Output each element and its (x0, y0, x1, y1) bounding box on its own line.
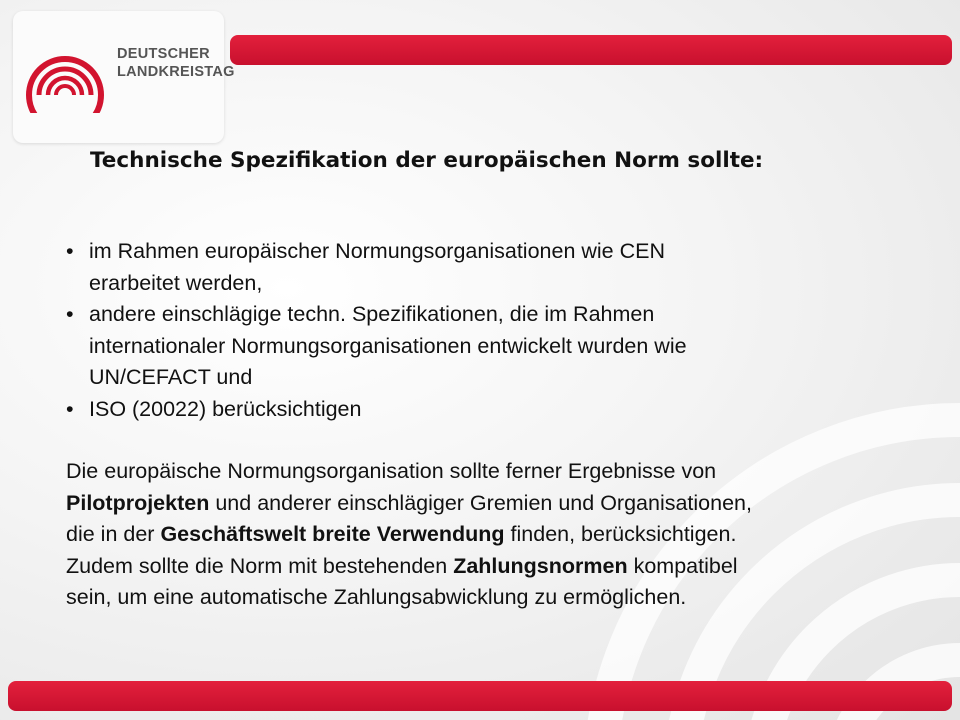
body-paragraph (66, 456, 946, 614)
bottom-accent-bar (8, 681, 952, 711)
bold-term: Zahlungsnormen (453, 553, 628, 578)
bullet-list (66, 236, 889, 425)
paragraph-line (66, 582, 946, 614)
paragraph-line (66, 456, 946, 488)
bullet-text-line: im Rahmen europäischer Normungsorganisationen wie CEN (89, 239, 665, 263)
paragraph-line (66, 551, 946, 583)
bullet-text-line: UN/CEFACT und (89, 365, 253, 389)
bullet-item (66, 394, 889, 426)
arcs-logo-icon (25, 33, 105, 113)
bold-term: Geschäftswelt breite Verwendung (160, 522, 505, 546)
paragraph-text: und anderer einschlägiger Gremien und Organisationen, (215, 490, 752, 515)
bullet-item (66, 236, 889, 299)
bullet-dot: • (66, 302, 74, 326)
bullet-text-line: erarbeitet werden, (89, 270, 263, 295)
paragraph-line (66, 488, 946, 520)
bullet-text-line: ISO (20022) berücksichtigen (89, 396, 362, 421)
bold-term: Pilotprojekten (66, 490, 210, 515)
bullet-dot: • (66, 396, 74, 421)
paragraph-text: finden, berücksichtigen. (510, 522, 737, 546)
bullet-item (66, 299, 889, 394)
logo[interactable] (13, 11, 235, 143)
paragraph-text: die in der (66, 522, 155, 546)
paragraph-text: kompatibel (633, 553, 738, 578)
bullet-dot: • (66, 239, 74, 263)
paragraph-text: Die europäische Normungsorganisation sollte ferner Ergebnisse von (66, 459, 717, 483)
slide-title: Technische Spezifikation der europäischen Norm sollte: (90, 148, 764, 173)
logo-text (117, 45, 235, 81)
logo-line-2: LANDKREISTAG (117, 64, 235, 80)
paragraph-line (66, 519, 946, 551)
bullet-text-line: internationaler Normungsorganisationen entwickelt wurden wie (89, 333, 687, 358)
logo-line-1: DEUTSCHER (117, 46, 210, 62)
top-accent-bar (230, 35, 952, 65)
paragraph-text: sein, um eine automatische Zahlungsabwicklung zu ermöglichen. (66, 585, 687, 609)
paragraph-text: Zudem sollte die Norm mit bestehenden (66, 553, 448, 578)
bullet-text-line: andere einschlägige techn. Spezifikationen, die im Rahmen (89, 302, 655, 326)
